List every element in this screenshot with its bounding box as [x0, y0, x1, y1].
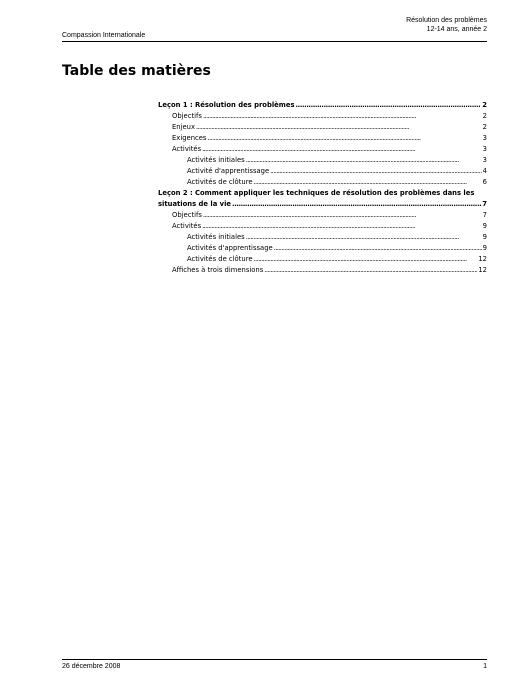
toc-dot-leader: [270, 166, 482, 177]
toc-entry-page: 3: [482, 134, 487, 142]
header-document-info: [406, 16, 487, 34]
toc-entry[interactable]: [158, 210, 487, 221]
footer-date: 26 décembre 2008: [62, 663, 121, 670]
toc-entry-page: 2: [482, 112, 487, 120]
footer-page-number: 1: [483, 663, 487, 670]
toc-entry[interactable]: [158, 166, 487, 177]
toc-entry[interactable]: [158, 265, 487, 276]
toc-entry-label: Activités: [172, 222, 202, 230]
toc-entry-label: Exigences: [172, 134, 207, 142]
toc-entry-label: Activités d'apprentissage: [187, 244, 273, 252]
toc-entry-page: 9: [482, 233, 487, 241]
toc-dot-leader: [254, 177, 482, 188]
toc-entry-page: 4: [482, 167, 487, 175]
toc-entry-label: Activités de clôture: [187, 255, 253, 263]
toc-dot-leader: [203, 111, 482, 122]
toc-entry[interactable]: [158, 111, 487, 122]
toc-entry-page: 12: [478, 266, 487, 274]
toc-dot-leader: [203, 210, 482, 221]
toc-entry-label: Activité d'apprentissage: [187, 167, 270, 175]
toc-dot-leader: [274, 243, 482, 254]
header-document-title: Résolution des problèmes: [406, 17, 487, 24]
toc-entry[interactable]: [158, 232, 487, 243]
toc-dot-leader: [264, 265, 477, 276]
page-title: Table des matières: [62, 63, 211, 79]
toc-dot-leader: [246, 232, 482, 243]
toc-entry[interactable]: [158, 133, 487, 144]
toc-entry-label: Activités initiales: [187, 233, 245, 241]
toc-entry-label: Activités de clôture: [187, 178, 253, 186]
toc-entry[interactable]: [158, 100, 487, 111]
toc-entry-label: situations de la vie: [158, 200, 232, 208]
toc-entry-page: 7: [482, 211, 487, 219]
toc-entry[interactable]: [158, 144, 487, 155]
toc-entry-page: 7: [482, 200, 487, 208]
toc-entry-label: Activités initiales: [187, 156, 245, 164]
toc-entry[interactable]: [158, 155, 487, 166]
toc-entry-label: Leçon 1 : Résolution des problèmes: [158, 101, 295, 109]
toc-entry-page: 9: [482, 222, 487, 230]
toc-dot-leader: [196, 122, 482, 133]
toc-dot-leader: [296, 100, 482, 111]
toc-entry[interactable]: [158, 243, 487, 254]
toc-entry-label-line1: Leçon 2 : Comment appliquer les techniques de résolution des problèmes dans les: [158, 189, 475, 197]
toc-entry-label: Objectifs: [172, 112, 202, 120]
toc-entry[interactable]: [158, 221, 487, 232]
toc-entry-label: Affiches à trois dimensions: [172, 266, 264, 274]
toc-entry-page: 12: [478, 255, 487, 263]
header-organization: Compassion Internationale: [62, 32, 146, 39]
toc-entry-page: 3: [482, 156, 487, 164]
toc-entry-page: 3: [482, 145, 487, 153]
toc-dot-leader: [202, 221, 482, 232]
header-document-subtitle: 12-14 ans, année 2: [426, 26, 487, 33]
table-of-contents: [158, 100, 487, 276]
toc-entry-label: Activités: [172, 145, 202, 153]
toc-dot-leader: [254, 254, 478, 265]
toc-entry-page: 2: [482, 101, 487, 109]
toc-entry-label: Objectifs: [172, 211, 202, 219]
header-divider: [62, 41, 487, 42]
toc-entry-page: 9: [482, 244, 487, 252]
toc-entry[interactable]: [158, 177, 487, 188]
toc-entry[interactable]: [158, 122, 487, 133]
toc-entry-page: 2: [482, 123, 487, 131]
toc-entry[interactable]: [158, 254, 487, 265]
toc-dot-leader: [207, 133, 481, 144]
toc-dot-leader: [246, 155, 482, 166]
toc-entry[interactable]: [158, 199, 487, 210]
toc-dot-leader: [202, 144, 482, 155]
toc-entry-page: 6: [482, 178, 487, 186]
toc-dot-leader: [232, 199, 481, 210]
toc-entry-label: Enjeux: [172, 123, 196, 131]
footer-divider: [62, 659, 487, 660]
